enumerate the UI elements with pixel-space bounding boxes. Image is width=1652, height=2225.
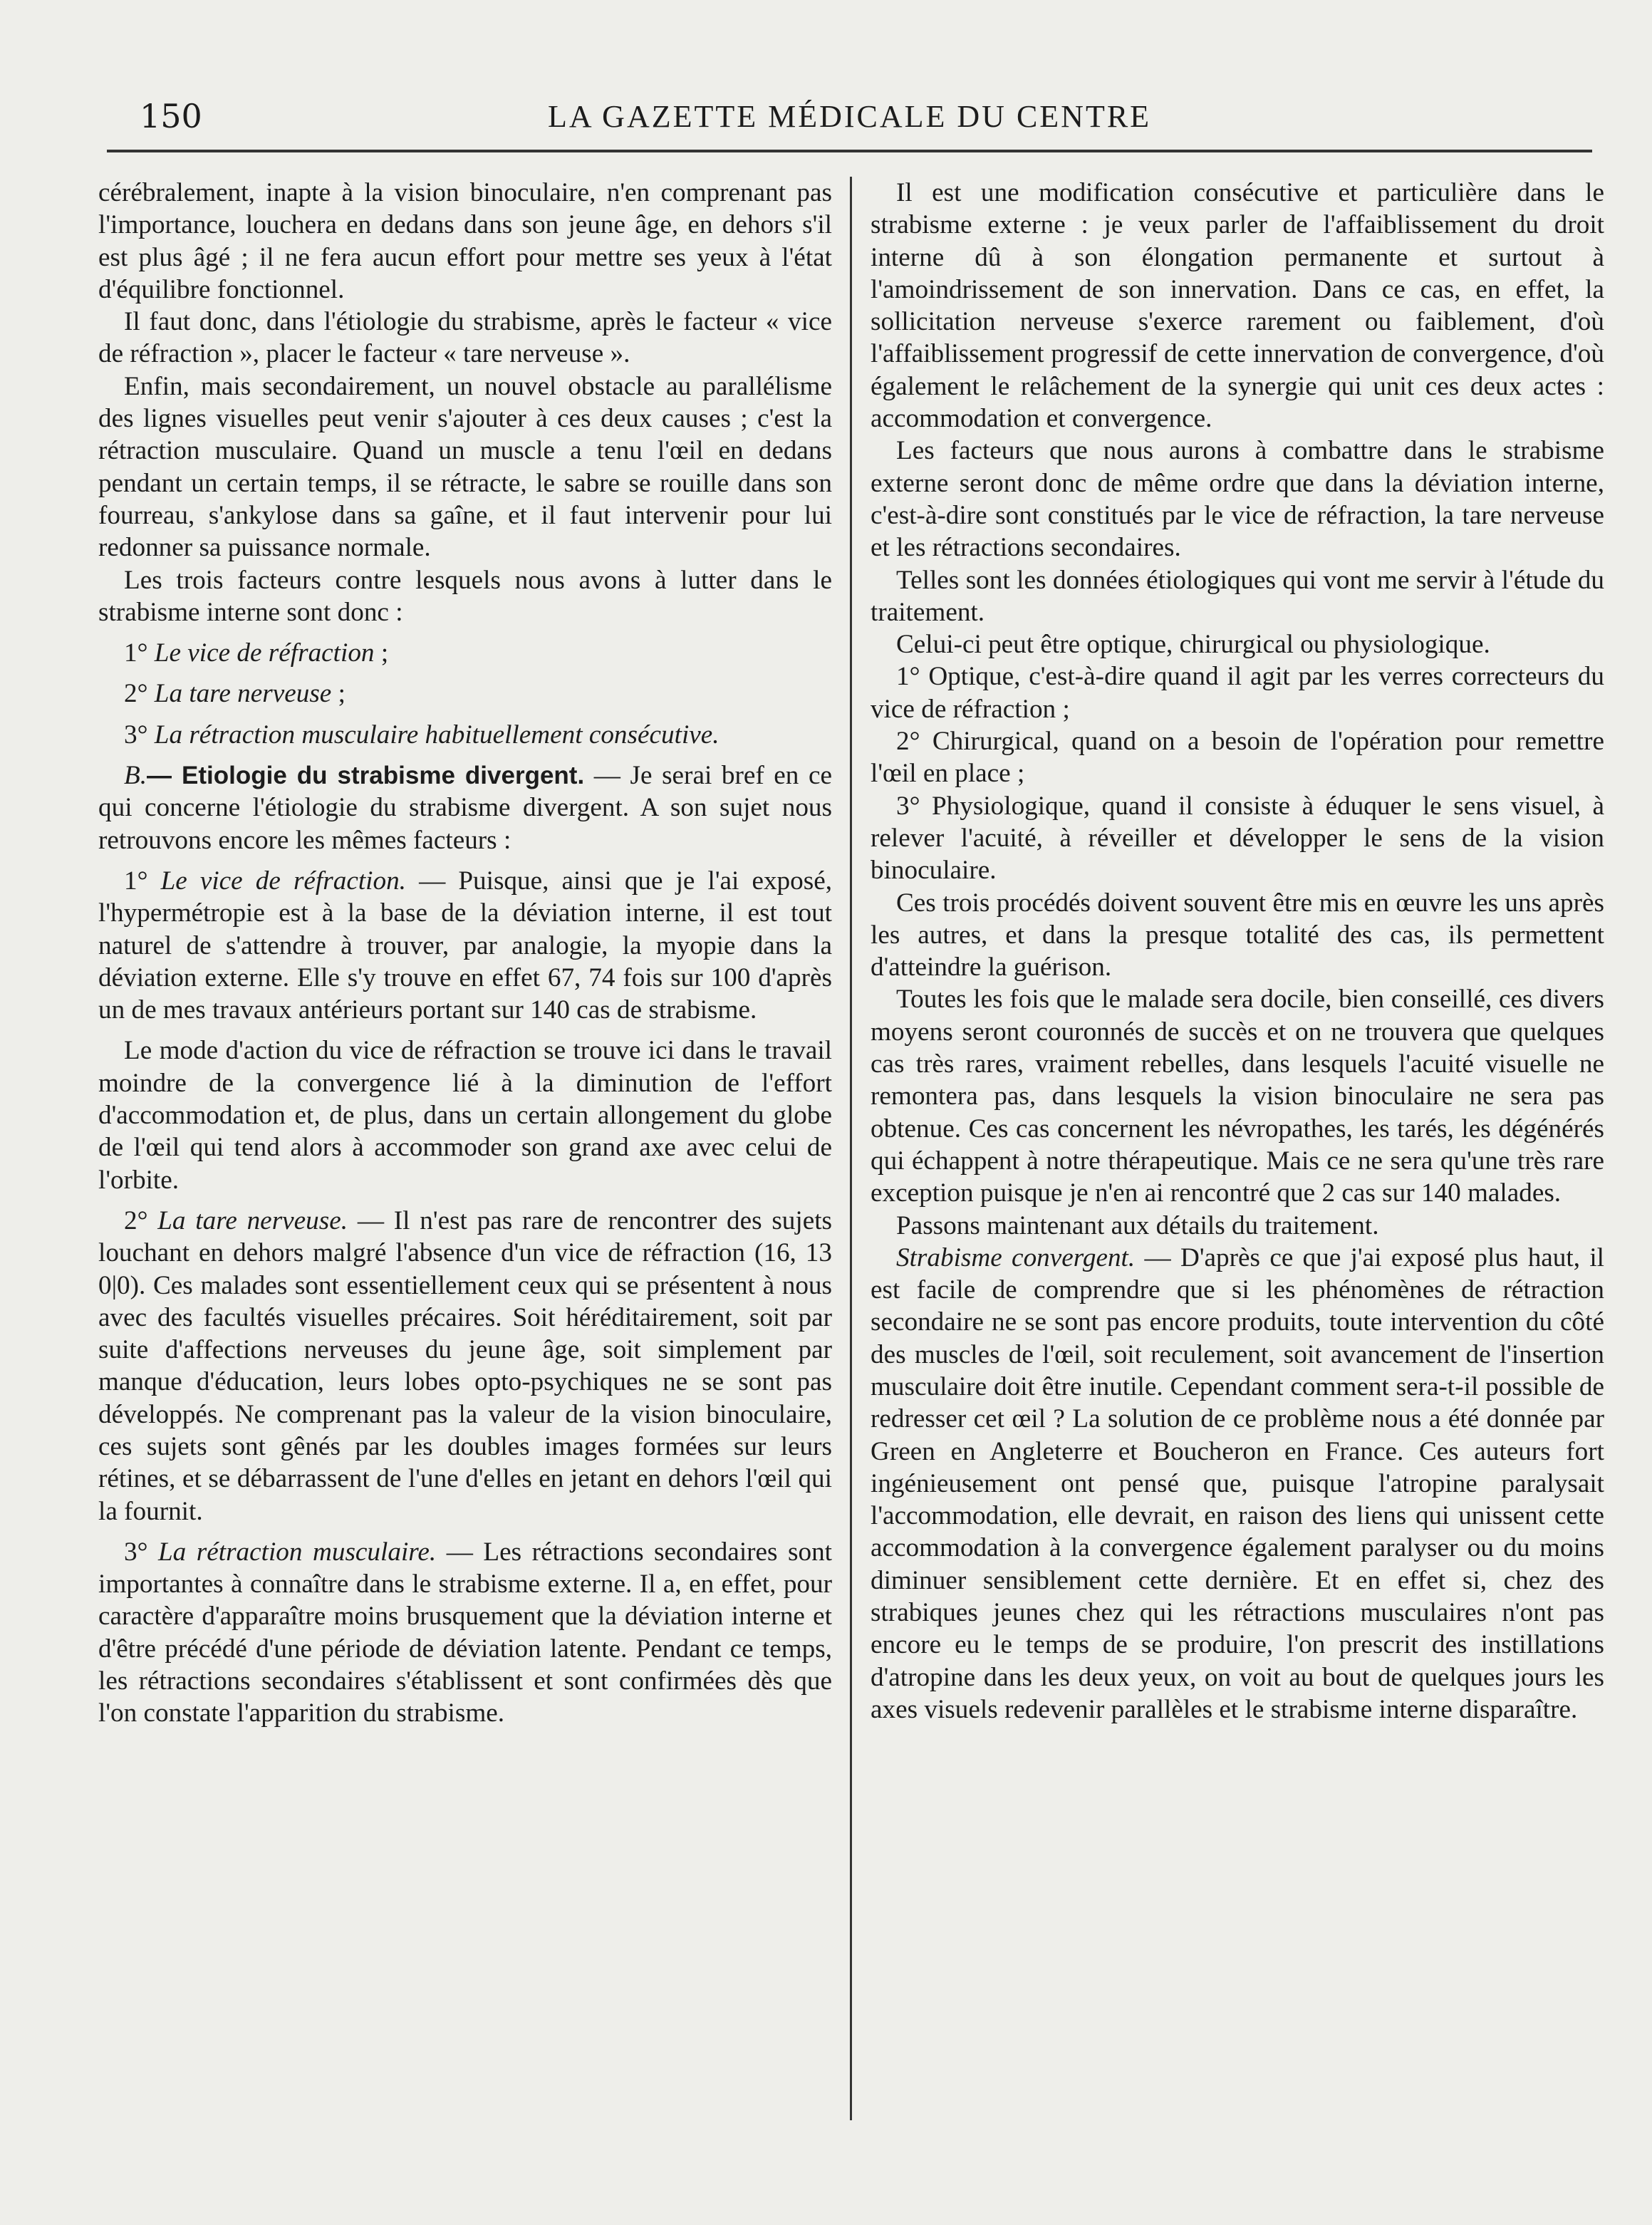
paragraph: 3° Physiologique, quand il consiste à éduquer le sens visuel, à relever l'acuité, à réveiller et développer le sens de la vision binoculaire. — [871, 791, 1604, 886]
paragraph: Ces trois procédés doivent souvent être mis en œuvre les uns après les autres, et dans la presque totalité des cas, ils permettent d'atteindre la guérison. — [871, 888, 1604, 982]
page-header — [107, 91, 1592, 148]
subsection-title: Le vice de réfraction. — [160, 866, 406, 896]
list-item — [98, 719, 832, 751]
subsection — [98, 1536, 832, 1730]
paragraph: Celui-ci peut être optique, chirurgical ou physiologique. — [896, 630, 1490, 660]
column-divider — [850, 177, 852, 2120]
list-title: Le vice de réfraction — [154, 638, 375, 668]
list-tail: ; — [338, 679, 346, 709]
section-title: — Etiologie du strabisme divergent. — [147, 762, 585, 790]
paragraph: Le mode d'action du vice de réfraction se trouve ici dans le travail moindre de la convergence lié à la diminution de l'effort d'accommodation et, de plus, dans un certain allongement du globe de l'œil qui tend alors à accommoder son grand axe avec celui de l'orbite. — [98, 1036, 832, 1195]
list-number: 1° — [124, 638, 148, 668]
subsection-number: 2° — [124, 1205, 148, 1235]
paragraph: Il est une modification consécutive et particulière dans le strabisme externe : je veux parler de l'affaiblissement du droit interne dû à son élongation permanente et surtout à l'amoindrissement de son innervation. Dans ce cas, en effet, la sollicitation nerveuse s'exerce rarement ou faiblement, d'où l'affaiblissement progressif de cette innervation de convergence, d'où également le relâchement de la synergie qui unit ces deux actes : accommodation et convergence. — [871, 178, 1604, 434]
paragraph: Il faut donc, dans l'étiologie du strabisme, après le facteur « vice de réfraction », placer le facteur « tare nerveuse ». — [98, 307, 832, 369]
left-column — [98, 177, 832, 1730]
header-rule — [107, 150, 1592, 152]
subsection-number: 3° — [124, 1537, 148, 1567]
section-text: — Je serai bref en ce qui concerne l'étiologie du strabisme divergent. A son sujet nous retrouvons encore les mêmes facteurs : — [98, 761, 832, 855]
subsection — [98, 865, 832, 1026]
subsection-number: 1° — [124, 866, 148, 896]
right-column — [871, 177, 1604, 1726]
section-letter: B. — [124, 761, 147, 791]
list-tail: ; — [380, 638, 389, 668]
subsection-title: Strabisme convergent. — [896, 1243, 1136, 1272]
section-heading — [98, 759, 832, 856]
list-title: La rétraction musculaire habituellement consécutive. — [154, 720, 719, 750]
subsection-text: — Il n'est pas rare de rencontrer des sujets louchant en dehors malgré l'absence d'un vice de réfraction (16, 13 0|0). Ces malades sont essentiellement ceux qui se présentent à nous avec des facultés visuelles précaires. Soit héréditairement, soit par suite d'affections nerveuses du jeune âge, soit simplement par manque d'éducation, leurs lobes opto-psychiques ne se sont pas développés. Ne comprenant pas la valeur de la vision binoculaire, ces sujets sont gênés par les doubles images formées sur leurs rétines, et se débarrassent de l'une d'elles en jetant en dehors l'œil qui la fournit. — [98, 1205, 833, 1526]
subsection-text: — Les rétractions secondaires sont importantes à connaître dans le strabisme externe. Il a, en effet, pour caractère d'apparaître moins brusquement que la déviation interne et d'être précédé d'une période de déviation latente. Pendant ce temps, les rétractions secondaires s'établissent et sont confirmées dès que l'on constate l'apparition du strabisme. — [98, 1537, 833, 1728]
subsection — [871, 1242, 1604, 1726]
list-title: La tare nerveuse — [154, 679, 332, 709]
paragraph: 1° Optique, c'est-à-dire quand il agit par les verres correcteurs du vice de réfraction ; — [871, 662, 1604, 724]
subsection-title: La rétraction musculaire. — [157, 1537, 437, 1567]
paragraph: Toutes les fois que le malade sera docile, bien conseillé, ces divers moyens seront couronnés de succès et on ne trouvera que quelques cas très rares, vraiment rebelles, dans lesquels l'acuité visuelle ne remontera pas, dans lesquels la vision binoculaire ne sera pas obtenue. Ces cas concernent les névropathes, les tarés, les dégénérés qui échappent à notre thérapeutique. Mais ce ne sera qu'une très rare exception puisque je n'en ai rencontré que 2 cas sur 140 malades. — [871, 985, 1604, 1208]
list-item — [98, 637, 832, 669]
paragraph: Les trois facteurs contre lesquels nous avons à lutter dans le strabisme interne sont donc : — [98, 565, 832, 627]
paragraph: Telles sont les données étiologiques qui vont me servir à l'étude du traitement. — [871, 565, 1604, 627]
list-number: 2° — [124, 679, 148, 709]
subsection — [98, 1205, 832, 1528]
paragraph: Passons maintenant aux détails du traitement. — [896, 1210, 1379, 1240]
paragraph: Enfin, mais secondairement, un nouvel obstacle au parallélisme des lignes visuelles peut venir s'ajouter à ces deux causes ; c'est la rétraction musculaire. Quand un muscle a tenu l'œil en dedans pendant un certain temps, il se rétracte, le sabre se rouille dans son fourreau, s'ankylose dans sa gaîne, et il faut intervenir pour lui redonner sa puissance normale. — [98, 371, 832, 563]
subsection-title: La tare nerveuse. — [157, 1205, 348, 1235]
paragraph: cérébralement, inapte à la vision binoculaire, n'en comprenant pas l'importance, louchera en dedans dans son jeune âge, en dehors s'il est plus âgé ; il ne fera aucun effort pour mettre ses yeux à l'état d'équilibre fonctionnel. — [98, 178, 832, 304]
running-title: LA GAZETTE MÉDICALE DU CENTRE — [547, 99, 1152, 134]
paragraph: 2° Chirurgical, quand on a besoin de l'opération pour remettre l'œil en place ; — [871, 727, 1604, 789]
page-number: 150 — [140, 97, 202, 135]
subsection-text: — D'après ce que j'ai exposé plus haut, il est facile de comprendre que si les phénomènes de rétraction secondaire ne se sont pas encore produits, toute intervention du côté des muscles de l'œil, soit reculement, soit avancement de l'insertion musculaire doit être inutile. Cependant comment sera-t-il possible de redresser cet œil ? La solution de ce problème nous a été donnée par Green en Angleterre et Boucheron en France. Ces auteurs fort ingénieusement ont pensé que, puisque l'atropine paralysait l'accommodation, elle devrait, en raison des liens qui unissent cette accommodation à la convergence également paralyser ou du moins diminuer sensiblement cette dernière. Et en effet si, chez des strabiques jeunes chez qui les rétractions musculaires n'ont pas encore eu le temps de se produire, l'on prescrit des instillations d'atropine dans les deux yeux, on voit au bout de quelques jours les axes visuels redevenir parallèles et le strabisme interne disparaître. — [871, 1243, 1604, 1724]
list-item — [98, 678, 832, 710]
list-number: 3° — [124, 720, 148, 750]
paragraph: Les facteurs que nous aurons à combattre dans le strabisme externe seront donc de même ordre que dans la déviation interne, c'est-à-dire sont constitués par le vice de réfraction, la tare nerveuse et les rétractions secondaires. — [871, 436, 1604, 563]
subsection-text: — Puisque, ainsi que je l'ai exposé, l'hypermétropie est à la base de la déviation interne, il est tout naturel de s'attendre à trouver, par analogie, la myopie dans la déviation externe. Elle s'y trouve en effet 67, 74 fois sur 100 d'après un de mes travaux antérieurs portant sur 140 cas de strabisme. — [98, 866, 833, 1025]
